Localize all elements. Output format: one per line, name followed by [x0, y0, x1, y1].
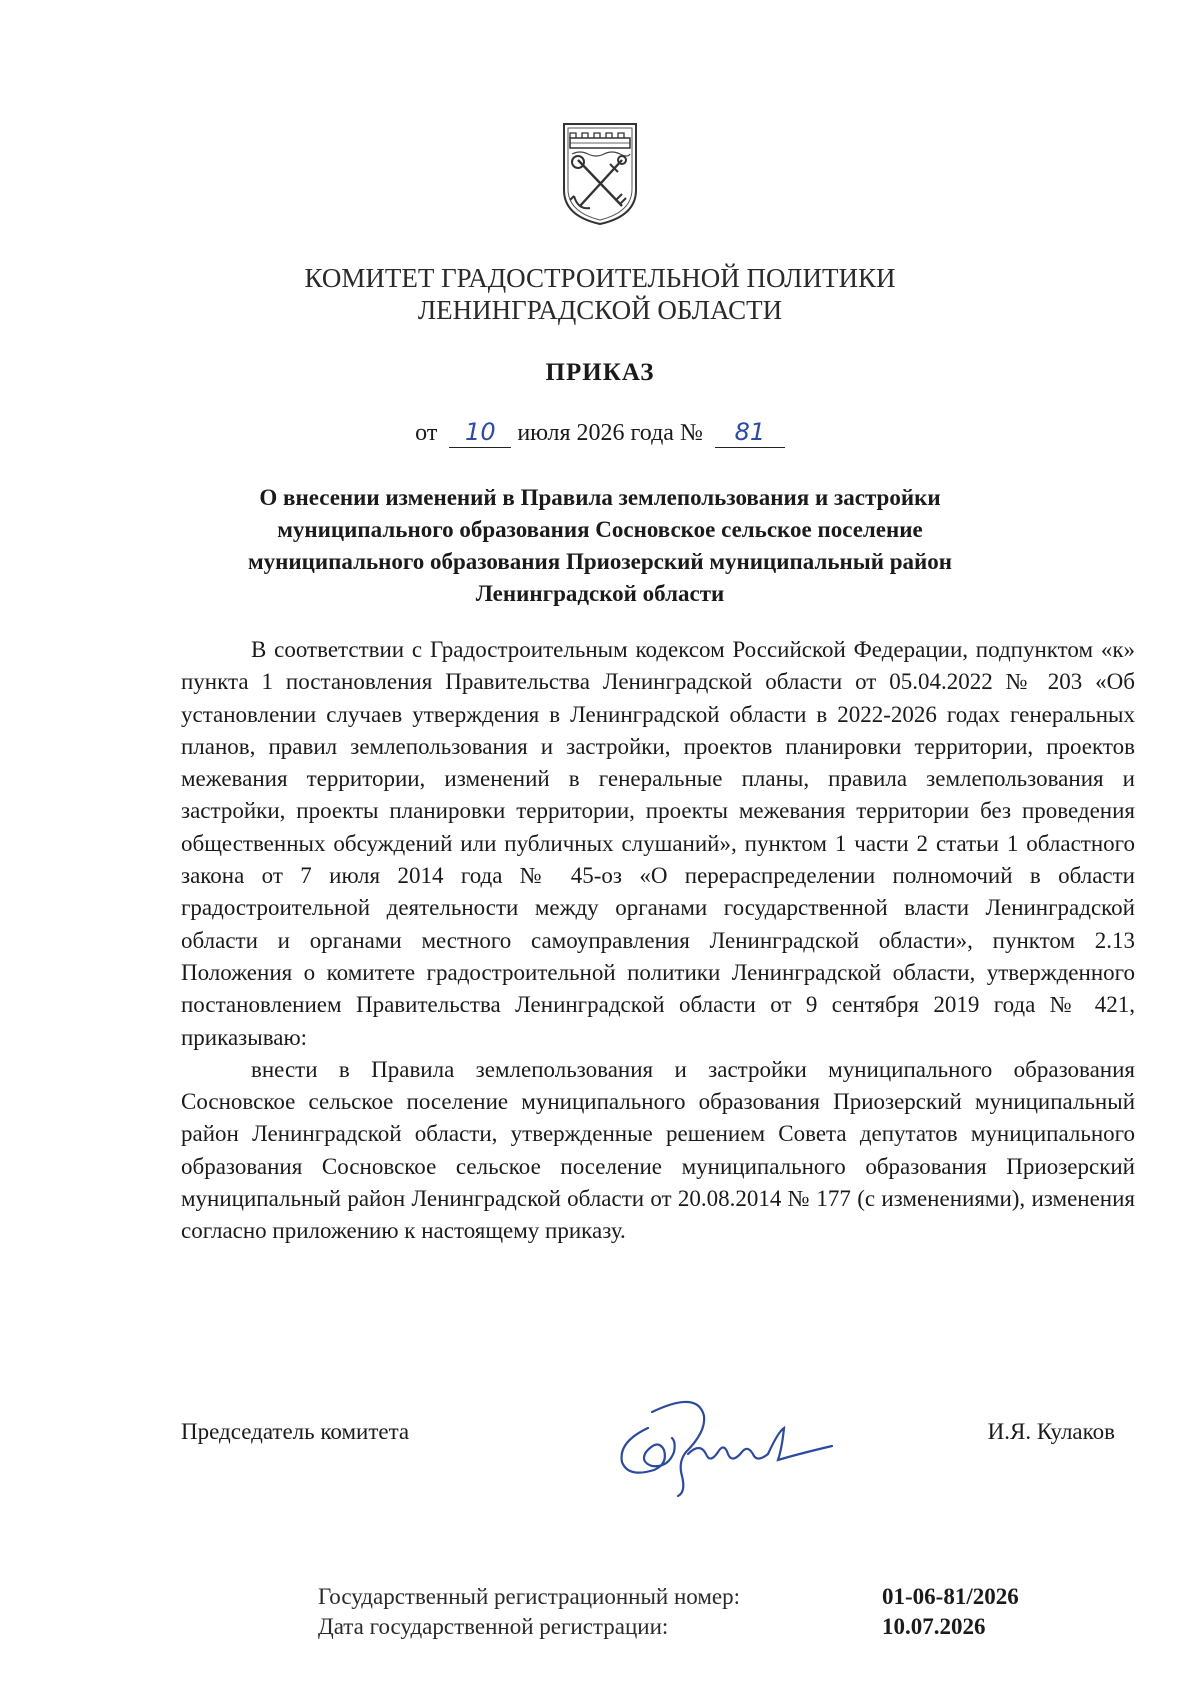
organization-name-line1: КОМИТЕТ ГРАДОСТРОИТЕЛЬНОЙ ПОЛИТИКИ [304, 263, 896, 293]
signatory-position: Председатель комитета [181, 1419, 410, 1444]
order-title [150, 482, 1050, 610]
body-paragraph-preamble: В соответствии с Градостроительным кодексом Российской Федерации, подпунктом «к» пункта 1 постановления Правительства Ленинградской области от 05.04.2022 № 203 «Об установлении случаев утверждения в Ленинградской области в 2022-2026 годах генеральных планов, правил землепользования и застройки, проектов планировки территории, проектов межевания территории, изменений в генеральные планы, правила землепользования и застройки, проекты планировки территории, проекты межевания территории без проведения общественных обсуждений или публичных слушаний», пунктом 1 части 2 статьи 1 областного закона от 7 июля 2014 года № 45-оз «О перераспределении полномочий в области градостроительной деятельности между органами государственной власти Ленинградской области и органами местного самоуправления Ленинградской области», пунктом 2.13 Положения о комитете градостроительной политики Ленинградской области, утвержденного постановлением Правительства Ленинградской области от 9 сентября 2019 года № 421, приказываю: [181, 637, 1135, 1050]
title-line: муниципального образования Сосновское сельское поселение [277, 517, 923, 542]
title-line: муниципального образования Приозерский муниципальный район [247, 549, 953, 574]
month-year: июля 2026 года № [517, 420, 703, 446]
handwritten-day: 10 [465, 418, 496, 446]
title-line: Ленинградской области [475, 581, 725, 606]
registration-number-label: Государственный регистрационный номер: [318, 1584, 741, 1609]
signatory-name: И.Я. Кулаков [987, 1419, 1115, 1444]
body-paragraph-order: внести в Правила землепользования и застройки муниципального образования Сосновское сельское поселение муниципального образования Приозерский муниципальный район Ленинградской области, утвержденные решением Совета депутатов муниципального образования Сосновское сельское поселение муниципального образования Приозерский муниципальный район Ленинградской области от 20.08.2014 № 177 (с изменениями), изменения согласно приложению к настоящему приказу. [181, 1056, 1135, 1244]
date-line [0, 418, 1200, 448]
registration-date-value: 10.07.2026 [882, 1614, 986, 1639]
registration-number-value: 01-06-81/2026 [882, 1584, 1019, 1609]
registration-labels [318, 1582, 740, 1642]
organization-name-line2: ЛЕНИНГРАДСКОЙ ОБЛАСТИ [417, 295, 783, 325]
document-type: ПРИКАЗ [545, 359, 655, 386]
number-blank [715, 419, 785, 448]
order-body [181, 634, 1135, 1248]
date-prefix: от [415, 420, 438, 446]
registration-date-label: Дата государственной регистрации: [318, 1614, 669, 1639]
handwritten-signature [608, 1392, 838, 1502]
coat-of-arms-icon [560, 120, 640, 228]
day-blank [449, 419, 511, 448]
registration-values [882, 1582, 1019, 1642]
title-line: О внесении изменений в Правила землепользования и застройки [259, 485, 941, 510]
handwritten-number: 81 [734, 418, 766, 446]
